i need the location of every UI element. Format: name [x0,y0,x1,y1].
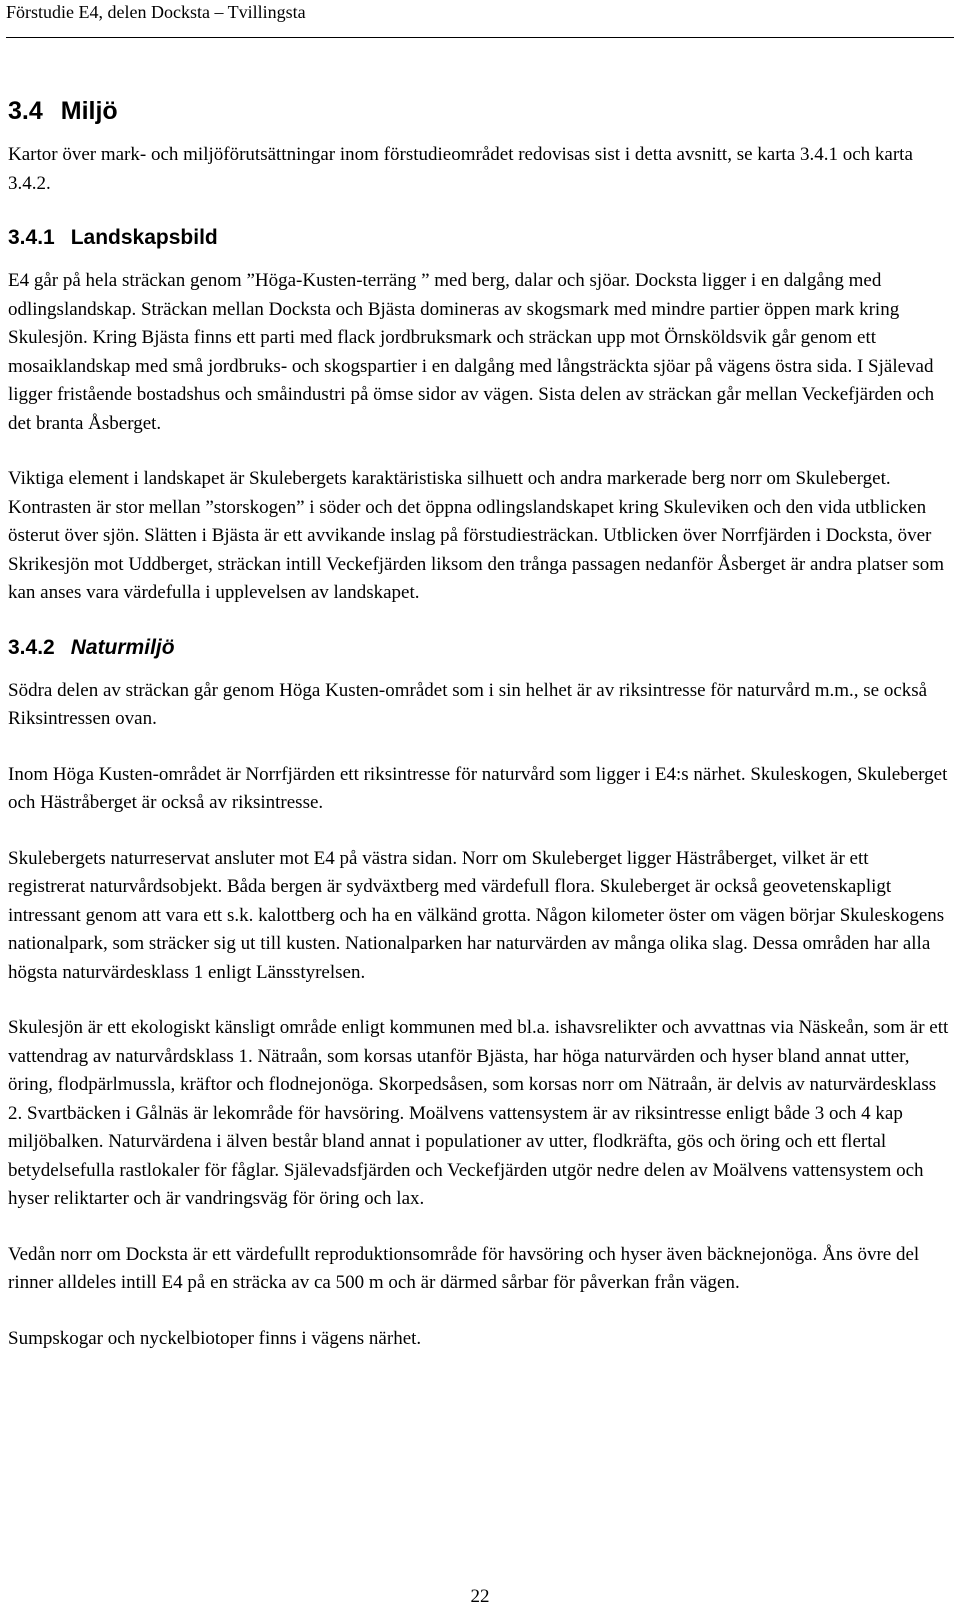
subsection-heading-landskapsbild [8,225,950,251]
header-divider [6,37,954,38]
section-intro-paragraph: Kartor över mark- och miljöförutsättningar inom förstudieområdet redovisas sist i detta avsnitt, se karta 3.4.1 och karta 3.4.2. [8,144,913,194]
body-paragraph: Skulebergets naturreservat ansluter mot E4 på västra sidan. Norr om Skuleberget ligger Hästråberget, vilket är ett registrerat naturvårdsobjekt. Båda bergen är sydväxtberg med värdefull flora. Skuleberget är också geovetenskapligt intressant genom att vara ett s.k. kalottberg och ha en välkänd grotta. Någon kilometer öster om vägen börjar Skuleskogens nationalpark, som sträcker sig ut till kusten. Nationalparken har naturvärden av många olika slag. Dessa områden har alla högsta naturvärdesklass 1 enligt Länsstyrelsen. [8,847,945,983]
page-number: 22 [470,1586,490,1607]
section-title: Miljö [60,97,118,125]
running-header: Förstudie E4, delen Docksta – Tvillingsta [6,2,306,22]
body-paragraph: Inom Höga Kusten-området är Norrfjärden ett riksintresse för naturvård som ligger i E4:s närhet. Skuleskogen, Skuleberget och Hästråberget är också av riksintresse. [8,763,948,813]
body-paragraph: Viktiga element i landskapet är Skulebergets karaktäristiska silhuett och andra markerade berg norr om Skuleberget. Kontrasten är stor mellan ”storskogen” i söder och det öppna odlingslandskapet kring Skuleviken och den vida utblicken österut över sjön. Slätten i Bjästa är ett avvikande inslag på förstudiesträckan. Utblicken över Norrfjärden i Docksta, över Skrikesjön mot Uddberget, sträckan intill Veckefjärden liksom den trånga passagen nedanför Åsberget är andra platser som kan anses vara värdefulla i upplevelsen av landskapet. [8,468,945,603]
section-heading [8,96,950,126]
body-paragraph: Vedån norr om Docksta är ett värdefullt reproduktionsområde för havsöring och hyser även bäcknejonöga. Åns övre del rinner alldeles intill E4 på en sträcka av ca 500 m och är därmed sårbar för påverkan från vägen. [8,1243,920,1293]
subsection-heading-naturmiljo [8,635,950,661]
subsection-title: Landskapsbild [70,226,218,249]
body-paragraph: Sumpskogar och nyckelbiotoper finns i vägens närhet. [8,1327,422,1349]
page-content [8,96,950,1380]
subsection-number: 3.4.1 [8,226,55,249]
subsection-number: 3.4.2 [8,635,55,659]
body-paragraph: Skulesjön är ett ekologiskt känsligt område enligt kommunen med bl.a. ishavsrelikter och avvattnas via Näskeån, som är ett vattendrag av naturvårdsklass 1. Nätraån, som korsas utanför Bjästa, har höga naturvärden och hyser bland annat utter, öring, flodpärlmussla, kräftor och flodnejonöga. Skorpedsåsen, som korsas norr om Nätraån, är delvis av naturvärdesklass 2. Svartbäcken i Gålnäs är lekområde för havsöring. Moälvens vattensystem är av riksintresse enligt både 3 och 4 kap miljöbalken. Naturvärdena i älven består bland annat i populationer av utter, flodkräfta, gös och öring och ett flertal betydelsefulla rastlokaler för fåglar. Själevadsfjärden och Veckefjärden utgör nedre delen av Moälvens vattensystem och hyser reliktarter och är vandringsväg för öring och lax. [8,1017,949,1209]
section-number: 3.4 [8,97,43,125]
body-paragraph: Södra delen av sträckan går genom Höga Kusten-området som i sin helhet är av riksintresse för naturvård m.m., se också Riksintressen ovan. [8,679,928,729]
subsection-title: Naturmiljö [70,635,175,659]
body-paragraph: E4 går på hela sträckan genom ”Höga-Kusten-terräng ” med berg, dalar och sjöar. Docksta ligger i en dalgång med odlingslandskap. Sträckan mellan Docksta och Bjästa domineras av skogsmark med mindre partier öppen mark kring Skulesjön. Kring Bjästa finns ett parti med flack jordbruksmark och sträckan upp mot Örnsköldsvik går genom ett mosaiklandskap med små jordbruks- och skogspartier i en dalgång med långsträckta sjöar på vägens östra sida. I Själevad ligger fristående bostadshus och småindustri på ömse sidor av vägen. Sista delen av sträckan går mellan Veckefjärden och det branta Åsberget. [8,270,935,434]
